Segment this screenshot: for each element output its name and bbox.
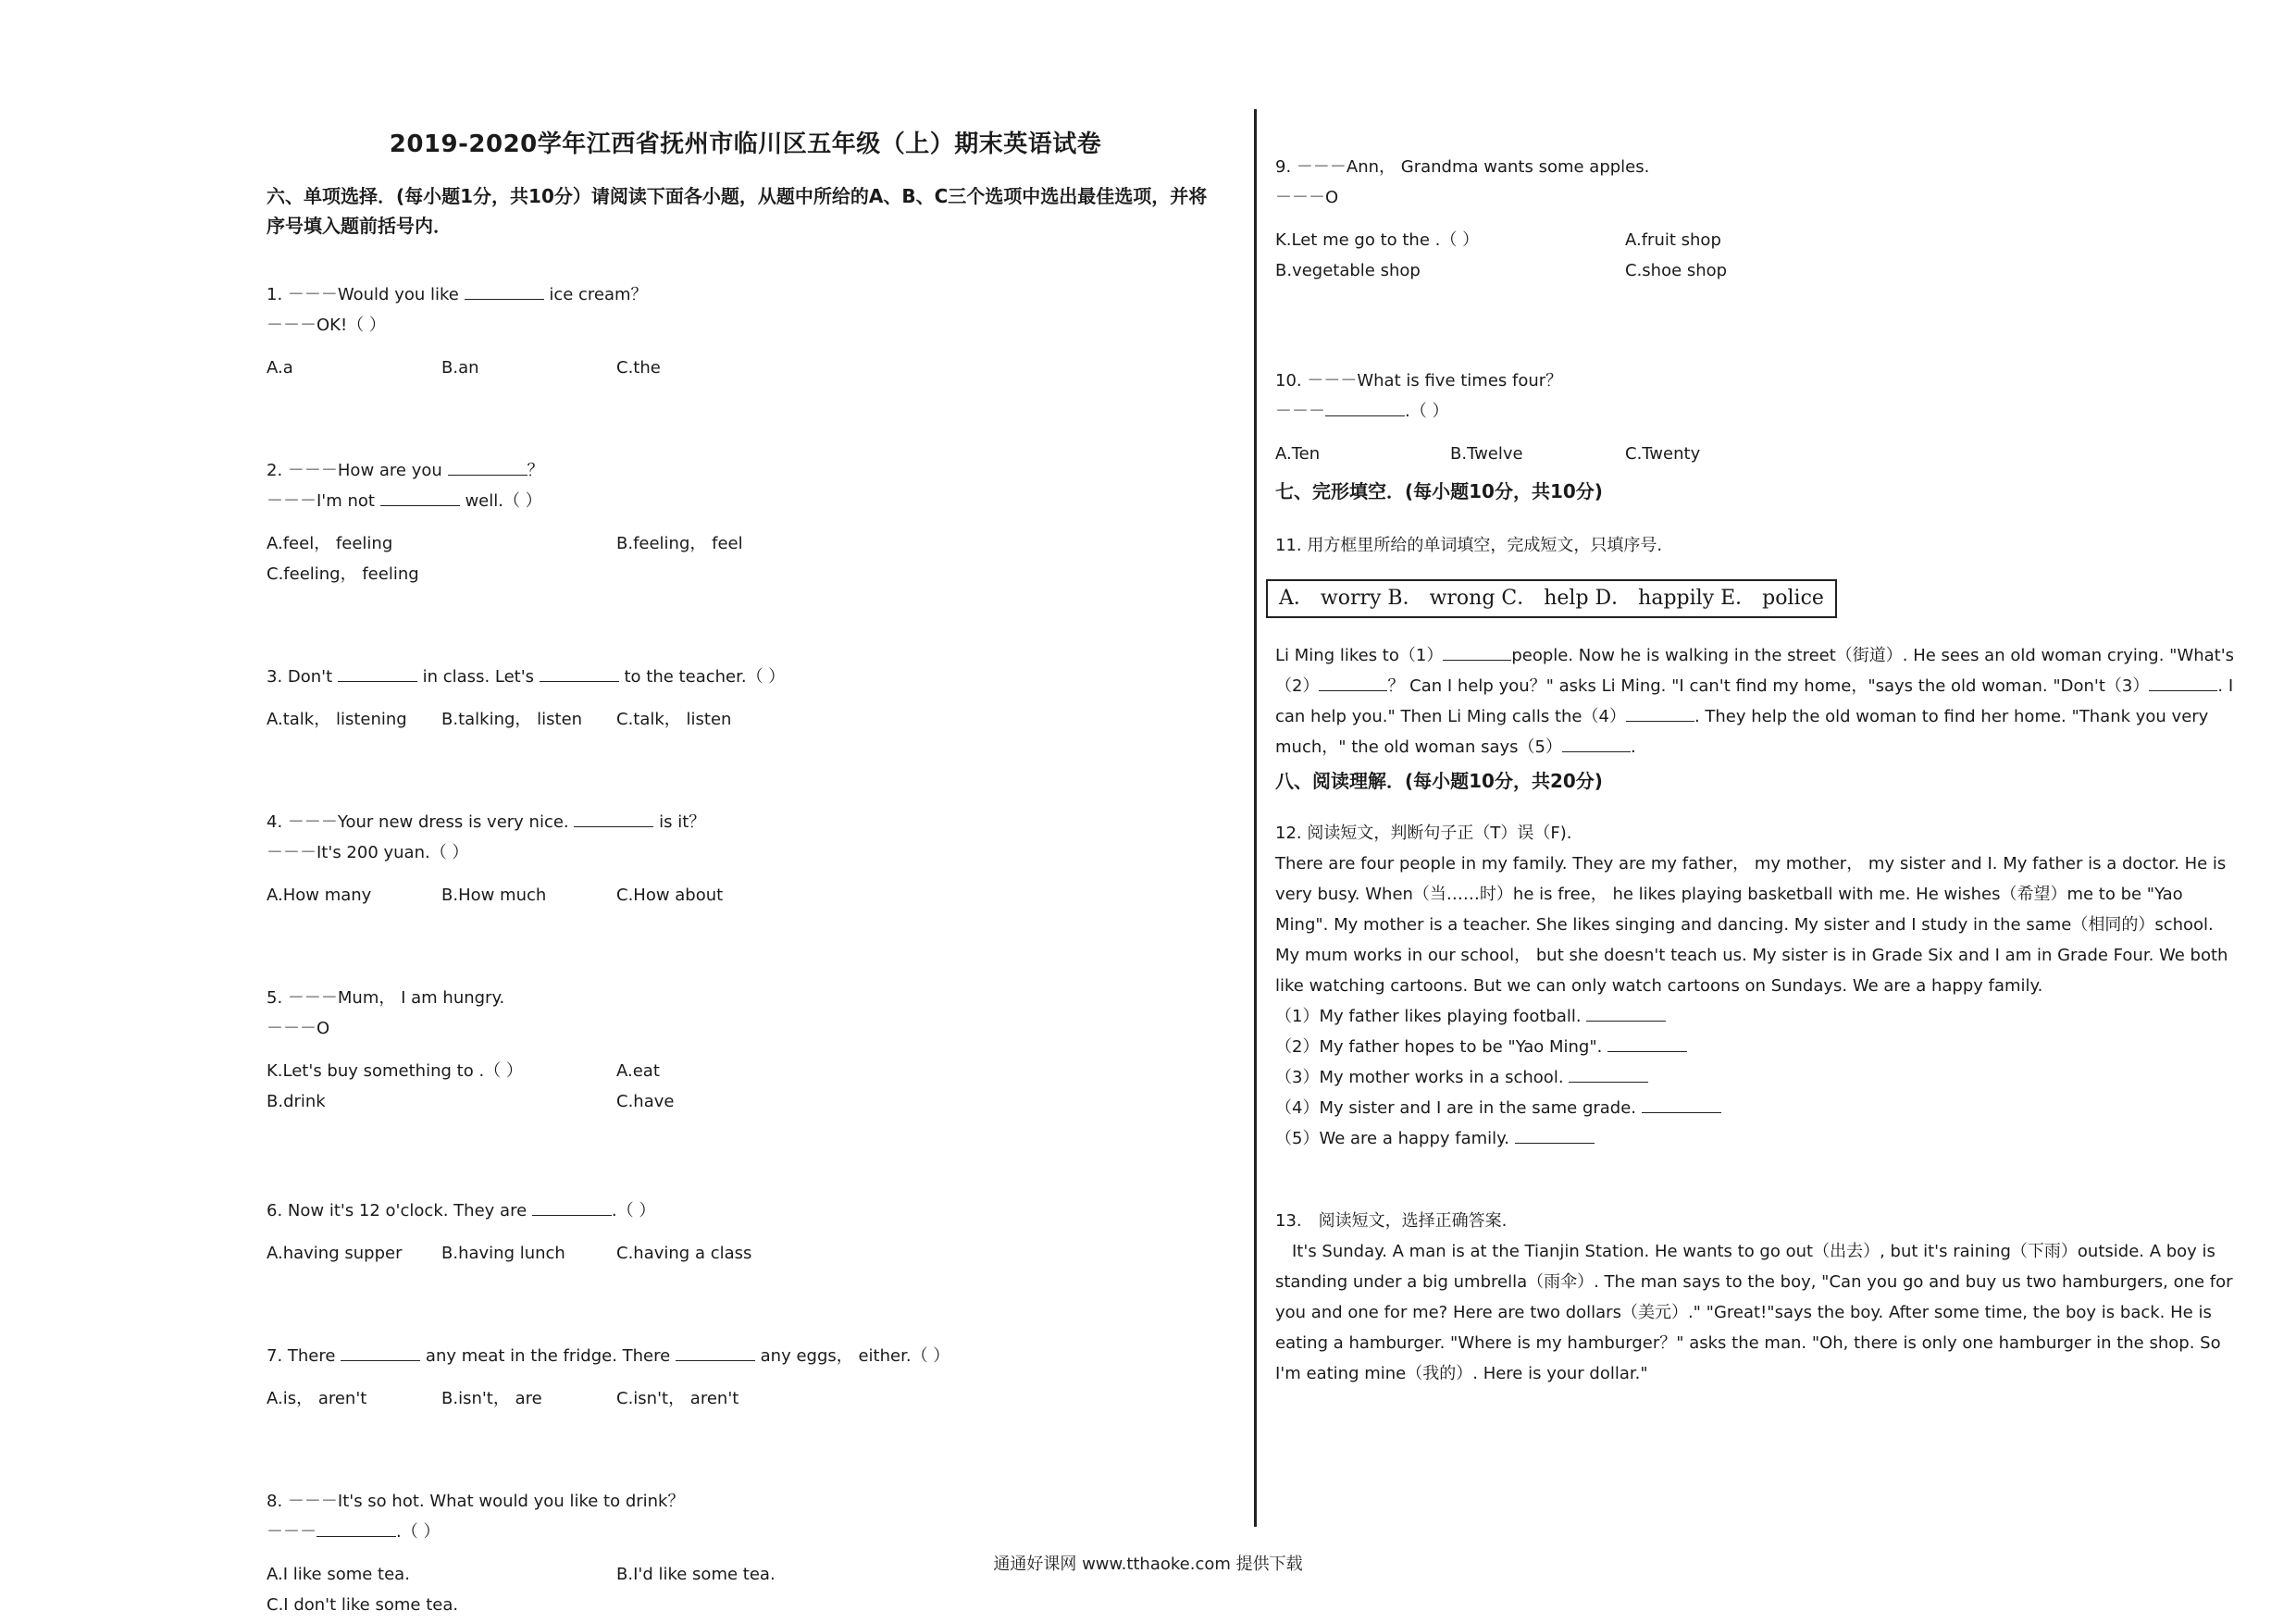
answer-blank <box>1569 1063 1648 1083</box>
answer-blank <box>1586 1002 1666 1022</box>
option-c: C.feeling， feeling <box>267 564 419 584</box>
answer-blank <box>574 808 653 827</box>
options <box>1275 225 2238 286</box>
option-b: B.an <box>441 358 479 378</box>
reading-passage-12: There are four people in my family. They are my father， my mother， my sister and I. My father is a doctor. He is very busy. When（当……时）he is free， he likes playing basketball with me. He wishes（希望）me to be "Yao Ming". My mother is a teacher. She likes singing and dancing. My sister and I study in the same（相同的）school. My mum works in our school， but she doesn't teach us. My sister is in Grade Six and I am in Grade Four. We both like watching cartoons. But we can only watch cartoons on Sundays. We are a happy family. <box>1275 854 2228 996</box>
option-a: A.a <box>267 358 293 378</box>
option-k: K.Let's buy something to .（ ） <box>267 1061 523 1081</box>
option-b: B.Twelve <box>1450 444 1523 464</box>
answer-blank <box>1642 1094 1721 1113</box>
answer-blank <box>540 663 619 682</box>
option-b: B.I'd like some tea. <box>616 1565 776 1584</box>
option-a: A.eat <box>616 1061 660 1081</box>
blank-2 <box>1319 672 1387 691</box>
question-4: 4. －－－Your new dress is very nice. is it？ －－－It's 200 yuan.（ ） A.How many B.How much C.How about <box>267 807 1224 911</box>
option-a: A.having supper <box>267 1244 403 1263</box>
answer-blank <box>532 1196 612 1216</box>
option-c: C.having a class <box>616 1244 752 1263</box>
question-7: 7. There any meat in the fridge. There any eggs， either.（ ） A.is， aren't B.isn't， are C.isn't， aren't <box>267 1341 1224 1414</box>
option-c: C.How about <box>616 886 724 905</box>
options <box>267 1383 1224 1414</box>
word-box: A． worry B． wrong C． help D． happily E． police <box>1266 579 1837 618</box>
answer-blank <box>380 487 460 506</box>
blank-5 <box>1562 733 1631 752</box>
option-b: B.feeling， feel <box>616 534 743 553</box>
page-title: 2019-2020学年江西省抚州市临川区五年级（上）期末英语试卷 <box>389 130 1102 158</box>
question-5: 5. －－－Mum， I am hungry. －－－O K.Let's buy something to .（ ） A.eat B.drink C.have <box>267 983 1224 1117</box>
option-k: K.Let me go to the .（ ） <box>1275 230 1480 250</box>
option-a: A.talk， listening <box>267 710 407 729</box>
option-c: C.Twenty <box>1625 444 1701 464</box>
answer-blank <box>1325 397 1405 416</box>
options <box>267 1056 1224 1117</box>
question-1: 1. －－－Would you like ice cream？ －－－OK!（ ） A.a B.an C.the <box>267 279 1224 383</box>
option-b: B.vegetable shop <box>1275 261 1421 280</box>
answer-blank <box>465 280 544 300</box>
option-c: C.have <box>616 1092 675 1111</box>
option-a: A.I like some tea. <box>267 1565 410 1584</box>
question-12-prompt: 12. 阅读短文，判断句子正（T）误（F). <box>1275 824 1572 843</box>
blank-1 <box>1443 641 1511 661</box>
statement-4: （4）My sister and I are in the same grade. <box>1275 1093 2238 1123</box>
options <box>267 528 1224 589</box>
statement-3: （3）My mother works in a school. <box>1275 1062 2238 1093</box>
blank-3 <box>2149 672 2217 691</box>
question-8: 8. －－－It's so hot. What would you like to drink？ －－－ .（ ） A.I like some tea. B.I'd like some tea. C.I don't like some tea. <box>267 1486 1224 1620</box>
option-b: B.drink <box>267 1092 326 1111</box>
answer-blank <box>338 663 417 682</box>
option-b: B.How much <box>441 886 547 905</box>
question-9: 9. －－－Ann， Grandma wants some apples. －－－O K.Let me go to the .（ ） A.fruit shop B.vegetable shop C.shoe shop <box>1275 152 2238 286</box>
reading-passage-13: It's Sunday. A man is at the Tianjin Station. He wants to go out（出去）, but it's raining（下雨）outside. A boy is standing under a big umbrella（雨伞）. The man says to the boy, "Can you go and buy us two hamburgers, one for you and one for me? Here are two dollars（美元）." "Great!"says the boy. After some time, the boy is back. He is eating a hamburger. "Where is my hamburger？" asks the man. "Oh, there is only one hamburger in the shop. So I'm eating mine（我的）. Here is your dollar." <box>1275 1242 2233 1383</box>
question-10: 10. －－－What is five times four？ －－－ .（ ） A.Ten B.Twelve C.Twenty <box>1275 365 2238 469</box>
option-c: C.isn't， aren't <box>616 1389 739 1408</box>
statement-2: （2）My father hopes to be "Yao Ming". <box>1275 1032 2238 1062</box>
option-c: C.I don't like some tea. <box>267 1595 459 1615</box>
right-column <box>1275 109 2238 1389</box>
option-c: C.talk， listen <box>616 710 732 729</box>
statement-5: （5）We are a happy family. <box>1275 1123 2238 1154</box>
options <box>267 353 1224 383</box>
option-c: C.the <box>616 358 661 378</box>
options <box>1275 439 2238 469</box>
question-11-prompt: 11. 用方框里所给的单词填空，完成短文，只填序号. <box>1275 536 1663 555</box>
answer-blank <box>448 456 527 476</box>
option-b: B.isn't， are <box>441 1389 542 1408</box>
options <box>267 704 1224 735</box>
option-a: A.Ten <box>1275 444 1321 464</box>
option-a: A.is， aren't <box>267 1389 367 1408</box>
answer-blank <box>341 1342 420 1361</box>
option-a: A.fruit shop <box>1625 230 1721 250</box>
page-footer: 通通好课网 www.tthaoke.com 提供下载 <box>993 1555 1303 1574</box>
answer-blank <box>1607 1033 1687 1052</box>
options <box>267 880 1224 911</box>
section-8-heading: 八、阅读理解．(每小题10分，共20分) <box>1275 770 1603 792</box>
options <box>267 1238 1224 1269</box>
question-13-prompt: 13. 阅读短文，选择正确答案. <box>1275 1211 1508 1231</box>
option-b: B.having lunch <box>441 1244 565 1263</box>
left-column <box>267 109 1224 1620</box>
section-7-heading: 七、完形填空．(每小题10分，共10分) <box>1275 480 1603 502</box>
cloze-passage: Li Ming likes to（1） people. Now he is walking in the street（街道）. He sees an old woman crying. "What's（2） ？ Can I help you？" asks Li Ming. "I can't find my home，"says the old woman. "Don't（3） . I can help you." Then Li Ming calls the（4） . They help the old woman to find her home. "Thank you very much，" the old woman says（5） . <box>1275 640 2238 762</box>
answer-blank <box>676 1342 755 1361</box>
option-b: B.talking， listen <box>441 710 583 729</box>
blank-4 <box>1626 702 1694 722</box>
question-3: 3. Don't in class. Let's to the teacher.（ ） A.talk， listening B.talking， listen C.talk， listen <box>267 662 1224 735</box>
question-2: 2. －－－How are you ？ －－－I'm not well.（ ） A.feel， feeling B.feeling， feel C.feeling， feeling <box>267 455 1224 589</box>
option-c: C.shoe shop <box>1625 261 1728 280</box>
column-divider <box>1254 109 1257 1527</box>
section-6-heading: 六、单项选择．(每小题1分，共10分）请阅读下面各小题，从题中所给的A、B、C三个选项中选出最佳选项，并将序号填入题前括号内． <box>267 185 1208 237</box>
option-a: A.feel， feeling <box>267 534 393 553</box>
answer-blank <box>316 1518 396 1537</box>
option-a: A.How many <box>267 886 372 905</box>
answer-blank <box>1515 1124 1595 1144</box>
statement-1: （1）My father likes playing football. <box>1275 1001 2238 1032</box>
question-6: 6. Now it's 12 o'clock. They are .（ ） A.having supper B.having lunch C.having a class <box>267 1196 1224 1269</box>
